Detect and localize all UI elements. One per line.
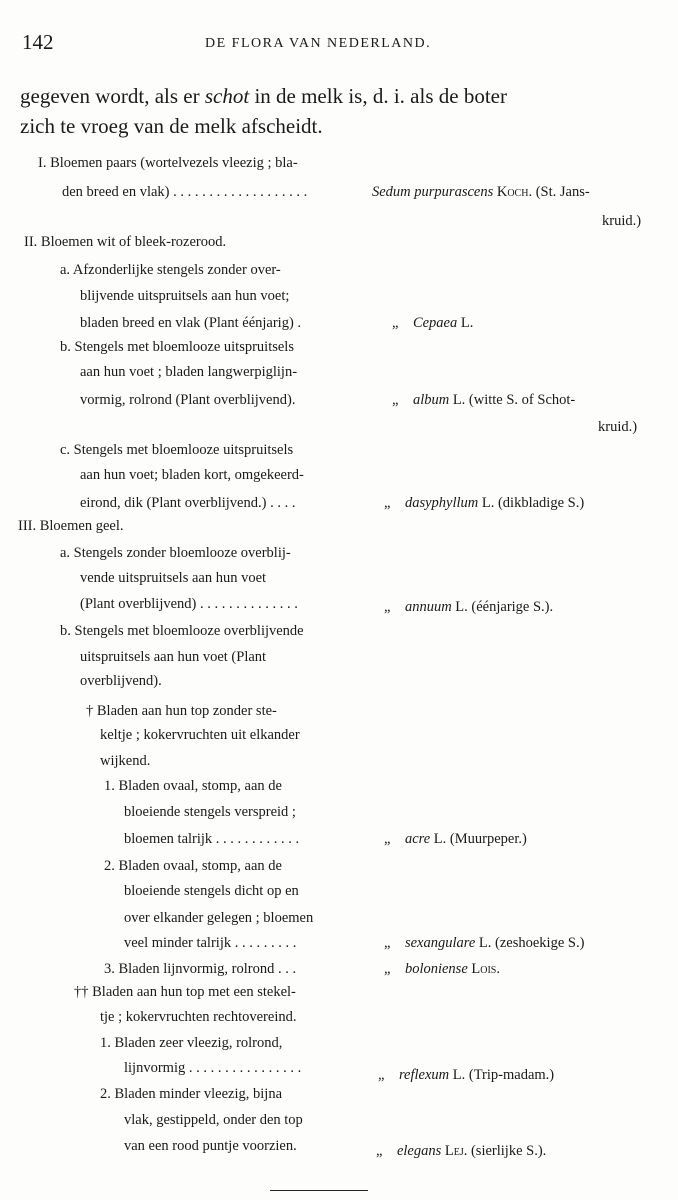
running-head: DE FLORA VAN NEDERLAND. bbox=[205, 36, 432, 51]
species-entry bbox=[384, 830, 527, 848]
key-line: lijnvormig . . . . . . . . . . . . . . . . bbox=[124, 1060, 302, 1076]
closing-rule bbox=[270, 1190, 368, 1191]
species-note: (St. Jans- bbox=[532, 184, 590, 200]
key-line: a. Stengels zonder bloemlooze overblij- bbox=[60, 545, 291, 561]
key-line: vende uitspruitsels aan hun voet bbox=[80, 570, 267, 586]
species-note: L. bbox=[457, 315, 474, 331]
species-author: Lej. bbox=[444, 1143, 468, 1159]
key-line: b. Stengels met bloemlooze overblijvende bbox=[60, 623, 304, 639]
species-note: L. (Muurpeper.) bbox=[430, 831, 527, 847]
ditto-mark: „ bbox=[384, 961, 391, 977]
intro-line-1 bbox=[20, 84, 507, 109]
ditto-mark: „ bbox=[384, 831, 391, 847]
key-line: b. Stengels met bloemlooze uitspruitsels bbox=[60, 339, 294, 355]
species-author: Lois. bbox=[471, 961, 500, 977]
key-line: 1. Bladen ovaal, stomp, aan de bbox=[104, 778, 282, 794]
key-line: veel minder talrijk . . . . . . . . . bbox=[124, 935, 297, 951]
species-note: L. (Trip-madam.) bbox=[449, 1067, 555, 1083]
key-line: van een rood puntje voorzien. bbox=[124, 1138, 297, 1154]
species-entry bbox=[392, 391, 575, 409]
key-line: over elkander gelegen ; bloemen bbox=[124, 910, 314, 926]
key-line: blijvende uitspruitsels aan hun voet; bbox=[80, 288, 290, 304]
species-note: L. (dikbladige S.) bbox=[478, 495, 585, 511]
species-name: acre bbox=[404, 831, 431, 847]
species-name: dasyphyllum bbox=[404, 495, 479, 511]
ditto-mark: „ bbox=[384, 599, 391, 615]
key-line: (Plant overblijvend) . . . . . . . . . . . . . . bbox=[80, 596, 298, 612]
key-line: eirond, dik (Plant overblijvend.) . . . . bbox=[80, 495, 296, 511]
species-author: Koch. bbox=[496, 184, 533, 200]
key-line: II. Bloemen wit of bleek-rozerood. bbox=[24, 234, 227, 250]
intro-line-2: zich te vroeg van de melk afscheidt. bbox=[20, 114, 323, 138]
page-number: 142 bbox=[22, 30, 54, 54]
ditto-mark: „ bbox=[392, 392, 399, 408]
key-line: 1. Bladen zeer vleezig, rolrond, bbox=[100, 1035, 283, 1051]
key-line: a. Afzonderlijke stengels zonder over- bbox=[60, 262, 281, 278]
key-line: bloeiende stengels verspreid ; bbox=[124, 804, 296, 820]
species-note-continued: kruid.) bbox=[602, 213, 642, 229]
key-line: uitspruitsels aan hun voet (Plant bbox=[80, 649, 267, 665]
species-note: L. (witte S. of Schot- bbox=[449, 392, 576, 408]
key-line: bloeiende stengels dicht op en bbox=[124, 883, 299, 899]
ditto-mark: „ bbox=[378, 1067, 385, 1083]
species-entry bbox=[384, 494, 584, 512]
intro-text: in de melk is, d. i. als de boter bbox=[249, 84, 507, 108]
key-line: wijkend. bbox=[100, 753, 151, 769]
species-note: (sierlijke S.). bbox=[467, 1143, 547, 1159]
key-line: tje ; kokervruchten rechtovereind. bbox=[100, 1009, 297, 1025]
intro-italic-term: schot bbox=[204, 84, 250, 108]
key-line: aan hun voet; bladen kort, omgekeerd- bbox=[80, 467, 304, 483]
intro-text: gegeven wordt, als er bbox=[20, 84, 205, 108]
key-line: 2. Bladen ovaal, stomp, aan de bbox=[104, 858, 282, 874]
species-note-continued: kruid.) bbox=[598, 419, 638, 435]
species-name: sexangulare bbox=[404, 935, 476, 951]
key-line: bladen breed en vlak (Plant éénjarig) . bbox=[80, 315, 302, 331]
species-entry bbox=[392, 314, 473, 332]
key-line: 2. Bladen minder vleezig, bijna bbox=[100, 1086, 283, 1102]
ditto-mark: „ bbox=[384, 935, 391, 951]
ditto-mark: „ bbox=[376, 1143, 383, 1159]
species-entry bbox=[384, 960, 500, 978]
species-name: boloniense bbox=[404, 961, 468, 977]
key-line: †† Bladen aan hun top met een stekel- bbox=[74, 984, 296, 1000]
species-entry bbox=[384, 934, 584, 952]
key-line: overblijvend). bbox=[80, 673, 162, 689]
key-line: III. Bloemen geel. bbox=[18, 518, 124, 534]
key-line: vlak, gestippeld, onder den top bbox=[124, 1112, 303, 1128]
key-line: † Bladen aan hun top zonder ste- bbox=[86, 703, 277, 719]
key-line: aan hun voet ; bladen langwerpiglijn- bbox=[80, 364, 298, 380]
species-name: reflexum bbox=[398, 1067, 450, 1083]
species-name: elegans bbox=[396, 1143, 442, 1159]
ditto-mark: „ bbox=[384, 495, 391, 511]
species-note: L. (zeshoekige S.) bbox=[475, 935, 585, 951]
species-name: Sedum purpurascens bbox=[372, 184, 494, 200]
key-line: keltje ; kokervruchten uit elkander bbox=[100, 727, 300, 743]
key-line: den breed en vlak) . . . . . . . . . . . . . . . . . . . bbox=[62, 184, 308, 200]
key-line: 3. Bladen lijnvormig, rolrond . . . bbox=[104, 961, 297, 977]
species-name: annuum bbox=[404, 599, 452, 615]
species-entry bbox=[384, 598, 553, 616]
key-line: c. Stengels met bloemlooze uitspruitsels bbox=[60, 442, 294, 458]
species-entry bbox=[378, 1066, 554, 1084]
species-name: Cepaea bbox=[412, 315, 458, 331]
key-line: I. Bloemen paars (wortelvezels vleezig ; bla- bbox=[38, 155, 298, 171]
ditto-mark: „ bbox=[392, 315, 399, 331]
key-line: vormig, rolrond (Plant overblijvend). bbox=[80, 392, 296, 408]
key-line: bloemen talrijk . . . . . . . . . . . . bbox=[124, 831, 300, 847]
species-entry bbox=[376, 1142, 546, 1160]
species-entry bbox=[372, 183, 590, 201]
species-note: L. (éénjarige S.). bbox=[451, 599, 554, 615]
species-name: album bbox=[412, 392, 450, 408]
